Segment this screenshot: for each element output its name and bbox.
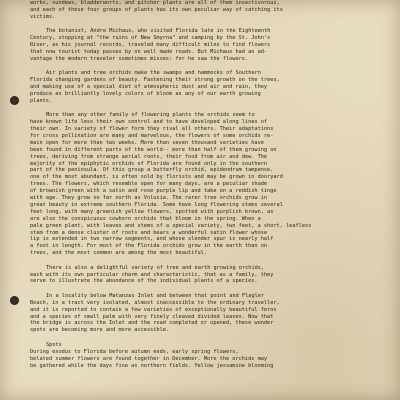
binder-hole [10, 296, 19, 305]
text-line: In a locality below Matanzas Inlet and between that point and Flagler [46, 292, 265, 299]
paragraph-gap [30, 105, 382, 113]
text-line: one of the most abundant, is often sold by florists and may be grown in dooryard [30, 174, 283, 181]
paragraph-gap [30, 257, 382, 265]
text-line: are also the conspicuous cowhorn orchids that bloom in the spring. When a [30, 215, 261, 222]
text-line: and each of these four groups of plants has its own peculiar way of catching its [30, 6, 283, 13]
paragraph [30, 342, 382, 370]
paragraph [30, 28, 382, 62]
text-line: During exodus to Florida before autumn ends, early spring flowers, [30, 348, 239, 355]
text-line: Air plants and tree orchids make the swamps and hammocks of Southern [46, 70, 261, 77]
paragraph-gap [30, 334, 382, 342]
text-line: that now tourist today passes by on well made roads. But Michaux had an ad- [30, 48, 268, 55]
text-line: produce as brilliantly lovely colors of bloom as any of our earth growing [30, 90, 261, 97]
text-line: and making use of a special diet of atmospheric dust and air and rain, they [30, 84, 268, 91]
text-line: majority of the epiphytic orchids of Florida are found only in the southern [30, 160, 268, 167]
text-line: main open for more than two weeks. More than seven thousand varieties have [30, 139, 264, 146]
text-line: River, as his journal records, traveled many difficult miles to find flowers [30, 42, 271, 49]
text-line: and a species of small palm with very finely cleaved divided leaves. Now that [30, 313, 274, 320]
binder-hole [10, 96, 19, 105]
paragraph [30, 0, 382, 21]
paragraph [30, 265, 382, 286]
text-line: trees. The flowers, which resemble open for many days, are a peculiar shade [30, 181, 268, 188]
text-line: Century, stopping at "the ruins of New Smyrna" and camping by the St. John's [30, 35, 271, 42]
text-line: belated summer flowers are found together in December. More the orchids may [30, 355, 268, 362]
paragraph [30, 293, 382, 334]
text-line: each with its own particular charm and characteristic, that as a family, they [30, 271, 274, 278]
text-line: trees, and the most common are among the most beautiful. [30, 250, 208, 257]
text-line: works, sundews, bladderworts, and pitcher plants are all of them insectivorous, [30, 0, 280, 6]
text-line: their own. In variety of flower form they rival all others. Their adaptations [30, 126, 274, 133]
text-line: pale green plant, with leaves and stems of a special variety, two feet, a short, leafless [30, 222, 312, 229]
text-line: More than any other family of flowering plants the orchids seem to [46, 112, 255, 119]
text-line: feet long, with many greenish yellow flowers, spotted with purplish brown, as [30, 208, 274, 215]
paragraph [30, 70, 382, 104]
text-line: plants. [30, 97, 53, 104]
text-line: been found in different parts of the world-- more than half of them growing on [30, 146, 277, 153]
paragraph-gap [30, 285, 382, 293]
text-line: great beauty in extreme southern Florida. Some have long flowering stems several [30, 201, 283, 208]
text-line: victims. [30, 13, 56, 20]
text-line: the bridge is across the Inlet and the road completed or opened, these wonder [30, 320, 274, 327]
text-line: The botanist, Andre Michaux, who visited Florida late in the Eighteenth [46, 28, 271, 35]
text-line: lip is extended in two narrow segments, and whose slender spur is nearly half [30, 236, 274, 243]
text-line: vantage the modern traveler sometimes misses: for he saw the flowers. [30, 55, 249, 62]
text-line: trees, deriving from strange aerial roots, their food from air and dew. The [30, 153, 268, 160]
text-line: be gathered while the days fine as northern fields. Yellow jessamine blooming [30, 362, 274, 369]
paragraph-gap [30, 63, 382, 71]
text-line: spots are becoming more and more accessible. [30, 327, 170, 334]
text-line: Florida changing gardens of beauty. Fastening their strong growth on the trees, [30, 77, 280, 84]
text-line: have known life less their own control and to have developed along lines of [30, 119, 268, 126]
text-line: part of the peninsula. Of this group a butterfly orchid, epidendrum tampense, [30, 167, 274, 174]
text-line: There is also a delightful variety of tree and earth growing orchids, [46, 264, 265, 271]
text-line: for cross pollination are many and marvelous, the flowers of some orchids re- [30, 133, 274, 140]
text-line: of brownish green with a satin and rose purple lip and take on a reddish tinge [30, 188, 277, 195]
text-line: stem from a dense cluster of roots and bears a wonderful satin flower whose [30, 229, 268, 236]
page-text [30, 0, 382, 369]
text-line: with age. They grow so far north as Volusia. The rarer tree orchids grow in [30, 195, 268, 202]
text-line: Spots [46, 341, 62, 348]
text-line: Beach, in a tract very isolated, almost inaccessible to the ordinary traveller, [30, 299, 280, 306]
paragraph-gap [30, 21, 382, 29]
text-line: and it is reported to contain a few varieties of exceptionally beautiful ferns [30, 306, 277, 313]
paragraph [30, 112, 382, 257]
text-line: serve to illustrate the abundance of the individual plants of a species. [30, 278, 258, 285]
text-line: a foot in length. For most of the Florida orchids grow in the earth than on [30, 243, 268, 250]
